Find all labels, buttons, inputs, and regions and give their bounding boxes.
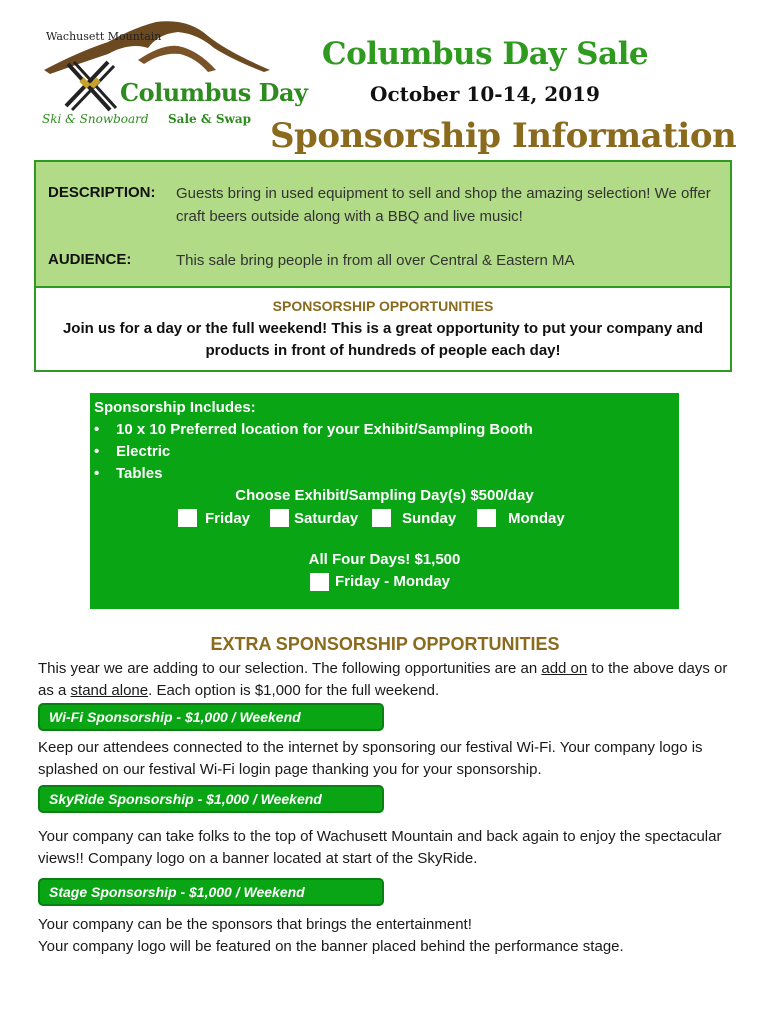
sponsorship-package-panel bbox=[90, 393, 679, 609]
all-days-heading: All Four Days! $1,500 bbox=[308, 551, 461, 568]
saturday-checkbox[interactable] bbox=[270, 509, 289, 527]
stage-sponsorship-text bbox=[38, 914, 738, 958]
stage-sponsorship-label: Stage Sponsorship - $1,000 / Weekend bbox=[38, 878, 384, 906]
sunday-checkbox[interactable] bbox=[372, 509, 391, 527]
skyride-sponsorship-label: SkyRide Sponsorship - $1,000 / Weekend bbox=[38, 785, 384, 813]
wifi-sponsorship-text: Keep our attendees connected to the internet by sponsoring our festival Wi-Fi. Your company logo is splashed on our festival Wi-Fi login page thanking you for your sponsorship. bbox=[38, 739, 703, 778]
page-title: Columbus Day Sale bbox=[321, 36, 649, 72]
all-days-label: Friday - Monday bbox=[335, 573, 451, 590]
monday-label: Monday bbox=[508, 510, 565, 527]
logo-event-name: Columbus Day bbox=[120, 78, 308, 107]
stage-text-line: Your company logo will be featured on the banner placed behind the performance stage. bbox=[38, 938, 624, 955]
bullet-icon: • bbox=[94, 443, 100, 460]
includes-item bbox=[94, 443, 170, 460]
extra-opportunities-heading: EXTRA SPONSORSHIP OPPORTUNITIES bbox=[210, 634, 560, 654]
stand-alone-text: stand alone bbox=[70, 682, 149, 699]
event-logo bbox=[38, 18, 308, 130]
friday-checkbox[interactable] bbox=[178, 509, 197, 527]
intro-text-part: This year we are adding to our selection. The following opportunities are an bbox=[38, 660, 542, 677]
includes-item-label: 10 x 10 Preferred location for your Exhibit/Sampling Booth bbox=[116, 421, 533, 438]
includes-item bbox=[94, 465, 162, 482]
includes-item-label: Electric bbox=[116, 443, 171, 460]
sunday-label: Sunday bbox=[402, 510, 457, 527]
description-text: Guests bring in used equipment to sell and shop the amazing selection! We offer craft beers outside along with a BBQ and live music! bbox=[176, 185, 711, 225]
includes-item-label: Tables bbox=[116, 465, 163, 482]
day-choice-heading: Choose Exhibit/Sampling Day(s) $500/day bbox=[235, 487, 534, 504]
page-subtitle: Sponsorship Information bbox=[270, 116, 737, 156]
opportunities-panel bbox=[34, 288, 732, 372]
description-label: DESCRIPTION: bbox=[48, 184, 156, 201]
all-days-checkbox[interactable] bbox=[310, 573, 329, 591]
add-on-text: add on bbox=[541, 660, 588, 677]
intro-text-part: . Each option is $1,000 for the full weekend. bbox=[148, 682, 440, 699]
wifi-sponsorship-label: Wi-Fi Sponsorship - $1,000 / Weekend bbox=[38, 703, 384, 731]
stage-text-line: Your company can be the sponsors that brings the entertainment! bbox=[38, 916, 472, 933]
bullet-icon: • bbox=[94, 465, 100, 482]
friday-label: Friday bbox=[205, 510, 251, 527]
logo-tagline-bold: Sale & Swap bbox=[168, 112, 251, 126]
bullet-icon: • bbox=[94, 421, 100, 438]
intro-text-part: to the above days or as a bbox=[38, 660, 728, 699]
saturday-label: Saturday bbox=[294, 510, 359, 527]
skyride-sponsorship-text: Your company can take folks to the top of Wachusett Mountain and back again to enjoy the spectacular views!! Company logo on a banner located at start of the SkyRide. bbox=[38, 828, 722, 867]
audience-text: This sale bring people in from all over Central & Eastern MA bbox=[176, 252, 575, 269]
opportunities-text: Join us for a day or the full weekend! This is a great opportunity to put your company and products in front of hundreds of people each day! bbox=[62, 320, 704, 359]
event-dates: October 10-14, 2019 bbox=[370, 82, 600, 106]
monday-checkbox[interactable] bbox=[477, 509, 496, 527]
opportunities-heading: SPONSORSHIP OPPORTUNITIES bbox=[272, 298, 494, 314]
includes-heading: Sponsorship Includes: bbox=[94, 399, 256, 416]
description-panel bbox=[34, 160, 732, 288]
extra-intro-text bbox=[38, 658, 738, 702]
crossed-skis-icon bbox=[66, 62, 116, 110]
audience-label: AUDIENCE: bbox=[48, 251, 132, 268]
mountain-ridge bbox=[138, 46, 216, 72]
logo-tagline-italic: Ski & Snowboard bbox=[42, 112, 149, 126]
logo-mountain-name: Wachusett Mountain bbox=[46, 30, 162, 43]
includes-item bbox=[94, 421, 533, 438]
